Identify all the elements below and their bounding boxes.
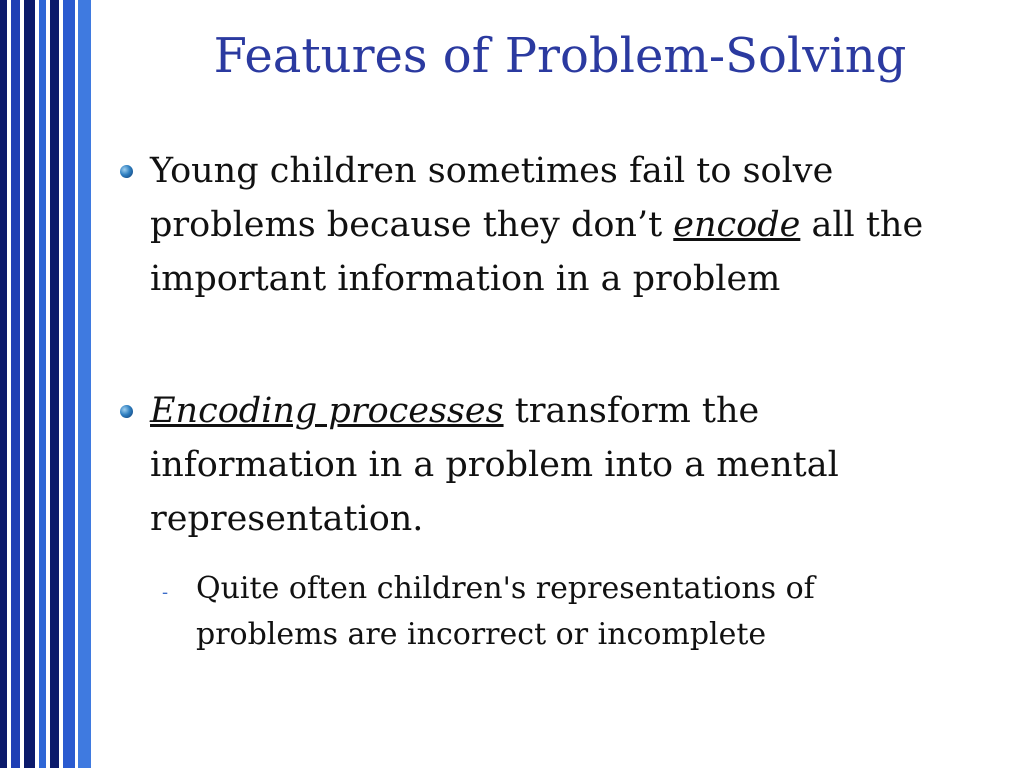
bullet-1 [150,144,960,306]
stripe [78,0,91,768]
stripe [50,0,59,768]
stripe [39,0,46,768]
sub-bullet-1-text: Quite often children's representations of problems are incorrect or incomplete [196,571,815,652]
bullet-1-emphasis: encode [673,205,801,245]
bullet-2 [150,384,960,546]
decorative-stripes [0,0,92,768]
dash-icon: ‐ [162,582,169,603]
stripe [11,0,20,768]
bullet-dot-icon [120,165,133,178]
bullet-1-text-before: Young children sometimes fail to solve problems because they don’t [150,151,834,245]
bullet-dot-icon [120,405,133,418]
bullet-2-emphasis: Encoding processes [150,391,504,431]
stripe [63,0,75,768]
stripe [24,0,35,768]
bullet-2-text-after: transform the information in a problem into a mental representation. [150,391,839,539]
sub-bullet-1 [162,566,956,658]
slide-title: Features of Problem-Solving [213,28,907,84]
stripe [0,0,7,768]
bullet-1-text-after: all the important information in a problem [150,205,924,299]
